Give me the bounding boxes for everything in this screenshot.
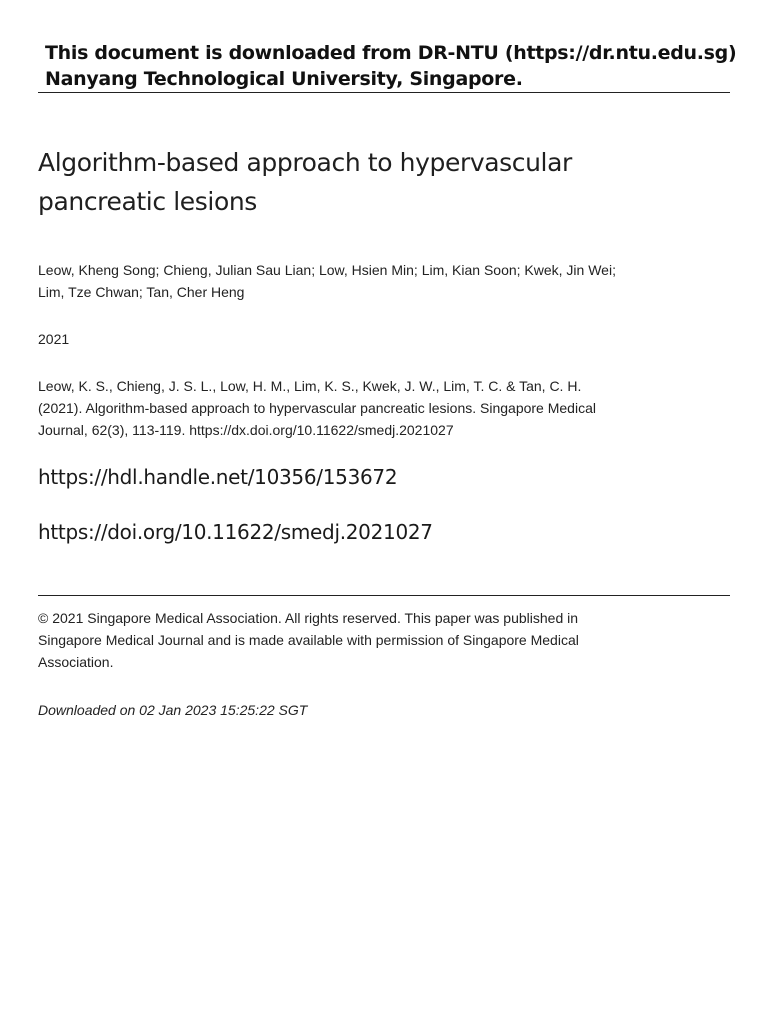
handle-link[interactable]: https://hdl.handle.net/10356/153672 — [38, 465, 398, 489]
banner-line-institution: Nanyang Technological University, Singapore. — [45, 68, 523, 90]
banner-line-source: This document is downloaded from DR-NTU (https://dr.ntu.edu.sg) — [45, 42, 737, 64]
copyright-line-1: © 2021 Singapore Medical Association. All rights reserved. This paper was published in — [38, 610, 579, 626]
section-divider — [38, 595, 730, 596]
header-divider — [38, 92, 730, 93]
author-list — [38, 259, 678, 303]
download-timestamp: Downloaded on 02 Jan 2023 15:25:22 SGT — [38, 702, 308, 718]
citation-line-1: Leow, K. S., Chieng, J. S. L., Low, H. M., Lim, K. S., Kwek, J. W., Lim, T. C. & Tan, C. H. — [38, 378, 582, 394]
copyright-line-2: Singapore Medical Journal and is made available with permission of Singapore Medical — [38, 632, 579, 648]
copyright-notice — [38, 607, 698, 673]
citation — [38, 375, 698, 441]
copyright-line-3: Association. — [38, 654, 114, 670]
repository-banner — [45, 40, 737, 92]
document-title — [38, 143, 638, 221]
authors-line-1: Leow, Kheng Song; Chieng, Julian Sau Lian; Low, Hsien Min; Lim, Kian Soon; Kwek, Jin Wei; — [38, 262, 616, 278]
title-line-2: pancreatic lesions — [38, 187, 257, 216]
publication-year: 2021 — [38, 331, 70, 347]
title-line-1: Algorithm-based approach to hypervascular — [38, 148, 572, 177]
doi-link[interactable]: https://doi.org/10.11622/smedj.2021027 — [38, 520, 433, 544]
citation-line-3: Journal, 62(3), 113-119. https://dx.doi.org/10.11622/smedj.2021027 — [38, 422, 454, 438]
citation-line-2: (2021). Algorithm-based approach to hypervascular pancreatic lesions. Singapore Medical — [38, 400, 596, 416]
authors-line-2: Lim, Tze Chwan; Tan, Cher Heng — [38, 284, 245, 300]
